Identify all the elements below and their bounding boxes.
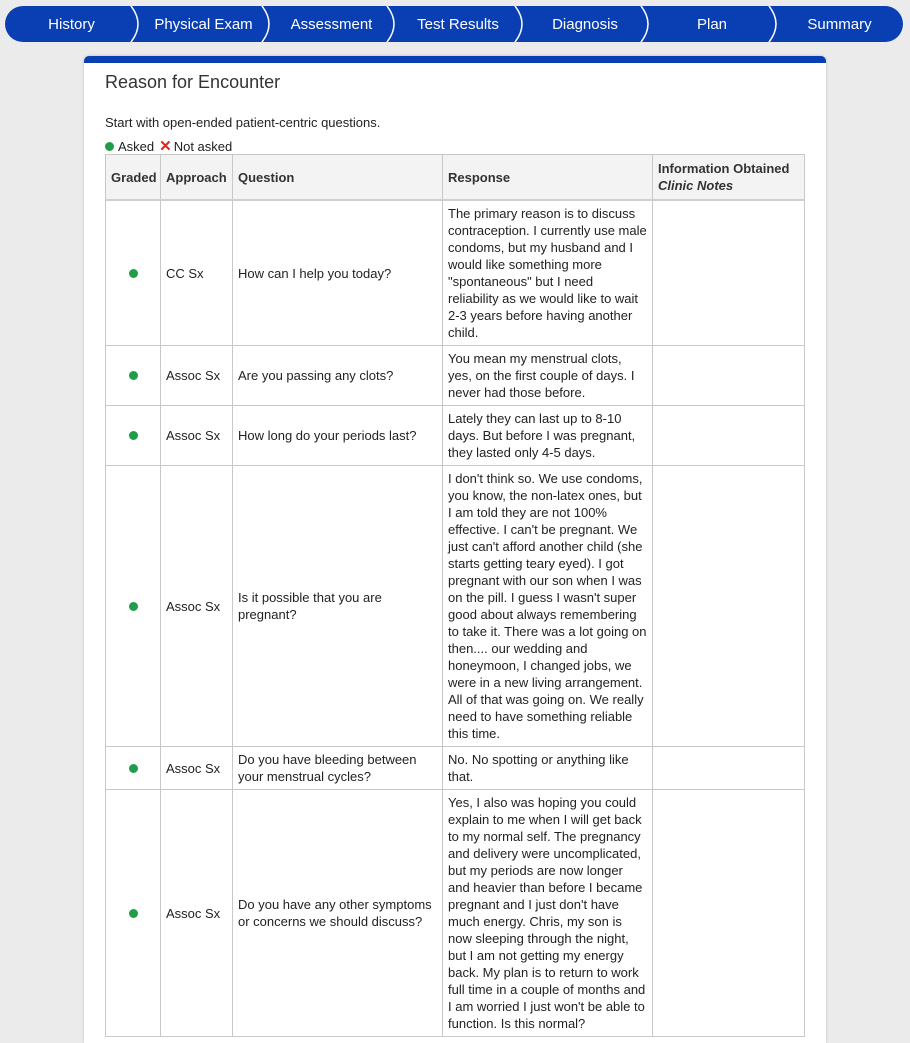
section-title: Reason for Encounter (105, 72, 281, 92)
asked-dot-icon (129, 602, 138, 611)
question-cell[interactable]: Is it possible that you are pregnant? (233, 466, 443, 747)
encounter-questions-table (105, 154, 805, 1037)
graded-cell (106, 200, 161, 346)
response-cell: I don't think so. We use condoms, you know, the non-latex ones, but I am told they are not 100% effective. I can't be pregnant. We just can't afford another child (she starts getting teary eyed). I got pregnant with our son when I was on the pill. I guess I wasn't super good about always remembering to take it. There was a lot going on then.... our wedding and honeymoon, I changed jobs, we were in a new living arrangement. All of that was going on. We really need to have something reliable this time. (443, 466, 653, 747)
response-cell: Lately they can last up to 8-10 days. But before I was pregnant, they lasted only 4-5 days. (443, 406, 653, 466)
tab-summary[interactable]: Summary (807, 15, 872, 33)
approach-cell: Assoc Sx (161, 406, 233, 466)
response-cell: No. No spotting or anything like that. (443, 747, 653, 790)
graded-cell (106, 466, 161, 747)
question-cell[interactable]: Do you have any other symptoms or concerns we should discuss? (233, 790, 443, 1037)
header-response: Response (443, 155, 653, 201)
table-row (106, 200, 805, 346)
tab-history[interactable]: History (48, 15, 95, 33)
not-asked-cross-icon: ✕ (159, 138, 172, 155)
question-cell[interactable]: Do you have bleeding between your menstrual cycles? (233, 747, 443, 790)
clinic-notes-cell[interactable] (653, 466, 805, 747)
approach-cell: CC Sx (161, 200, 233, 346)
header-information-obtained (653, 155, 805, 201)
clinic-notes-cell[interactable] (653, 790, 805, 1037)
reason-for-encounter-card (84, 56, 826, 1043)
asked-dot-icon (129, 371, 138, 380)
legend-not-asked-label: Not asked (173, 139, 233, 154)
asked-dot-icon (129, 909, 138, 918)
response-cell: The primary reason is to discuss contraception. I currently use male condoms, but my husband and I would like something more "spontaneous" but I need reliability as we would like to wait 2-3 years before having another child. (443, 200, 653, 346)
approach-cell: Assoc Sx (161, 466, 233, 747)
table-row (106, 466, 805, 747)
approach-cell: Assoc Sx (161, 747, 233, 790)
table-row (106, 747, 805, 790)
clinic-notes-cell[interactable] (653, 406, 805, 466)
legend (105, 139, 232, 154)
tab-test-results[interactable]: Test Results (417, 15, 499, 33)
section-intro: Start with open-ended patient-centric questions. (105, 115, 381, 130)
header-question: Question (233, 155, 443, 201)
response-cell: Yes, I also was hoping you could explain to me when I will get back to my normal self. The pregnancy and delivery were uncomplicated, but my periods are now longer and heavier than before I became pregnant and I just don't have much energy. Chris, my son is now sleeping through the night, but I am not getting my energy back. My plan is to return to work full time in a couple of months and I am worried I just won't be able to function. Is this normal? (443, 790, 653, 1037)
graded-cell (106, 790, 161, 1037)
asked-dot-icon (129, 431, 138, 440)
question-cell[interactable]: Are you passing any clots? (233, 346, 443, 406)
header-info-line1: Information Obtained (658, 161, 790, 176)
question-cell[interactable]: How long do your periods last? (233, 406, 443, 466)
table-row (106, 346, 805, 406)
graded-cell (106, 346, 161, 406)
tab-diagnosis[interactable]: Diagnosis (552, 15, 618, 33)
response-cell: You mean my menstrual clots, yes, on the first couple of days. I never had those before. (443, 346, 653, 406)
clinic-notes-cell[interactable] (653, 747, 805, 790)
legend-asked-label: Asked (118, 139, 155, 154)
asked-dot-icon (129, 764, 138, 773)
tab-plan[interactable]: Plan (696, 15, 728, 33)
approach-cell: Assoc Sx (161, 790, 233, 1037)
encounter-tab-bar (5, 6, 903, 42)
question-cell[interactable]: How can I help you today? (233, 200, 443, 346)
table-row (106, 406, 805, 466)
header-clinic-notes: Clinic Notes (658, 178, 734, 193)
approach-cell: Assoc Sx (161, 346, 233, 406)
clinic-notes-cell[interactable] (653, 200, 805, 346)
table-header-row (106, 155, 805, 201)
tab-physical-exam[interactable]: Physical Exam (154, 15, 253, 33)
asked-dot-icon (105, 142, 114, 151)
clinic-notes-cell[interactable] (653, 346, 805, 406)
graded-cell (106, 406, 161, 466)
header-approach: Approach (161, 155, 233, 201)
graded-cell (106, 747, 161, 790)
header-graded: Graded (106, 155, 161, 201)
asked-dot-icon (129, 269, 138, 278)
tab-assessment[interactable]: Assessment (290, 15, 373, 33)
table-row (106, 790, 805, 1037)
